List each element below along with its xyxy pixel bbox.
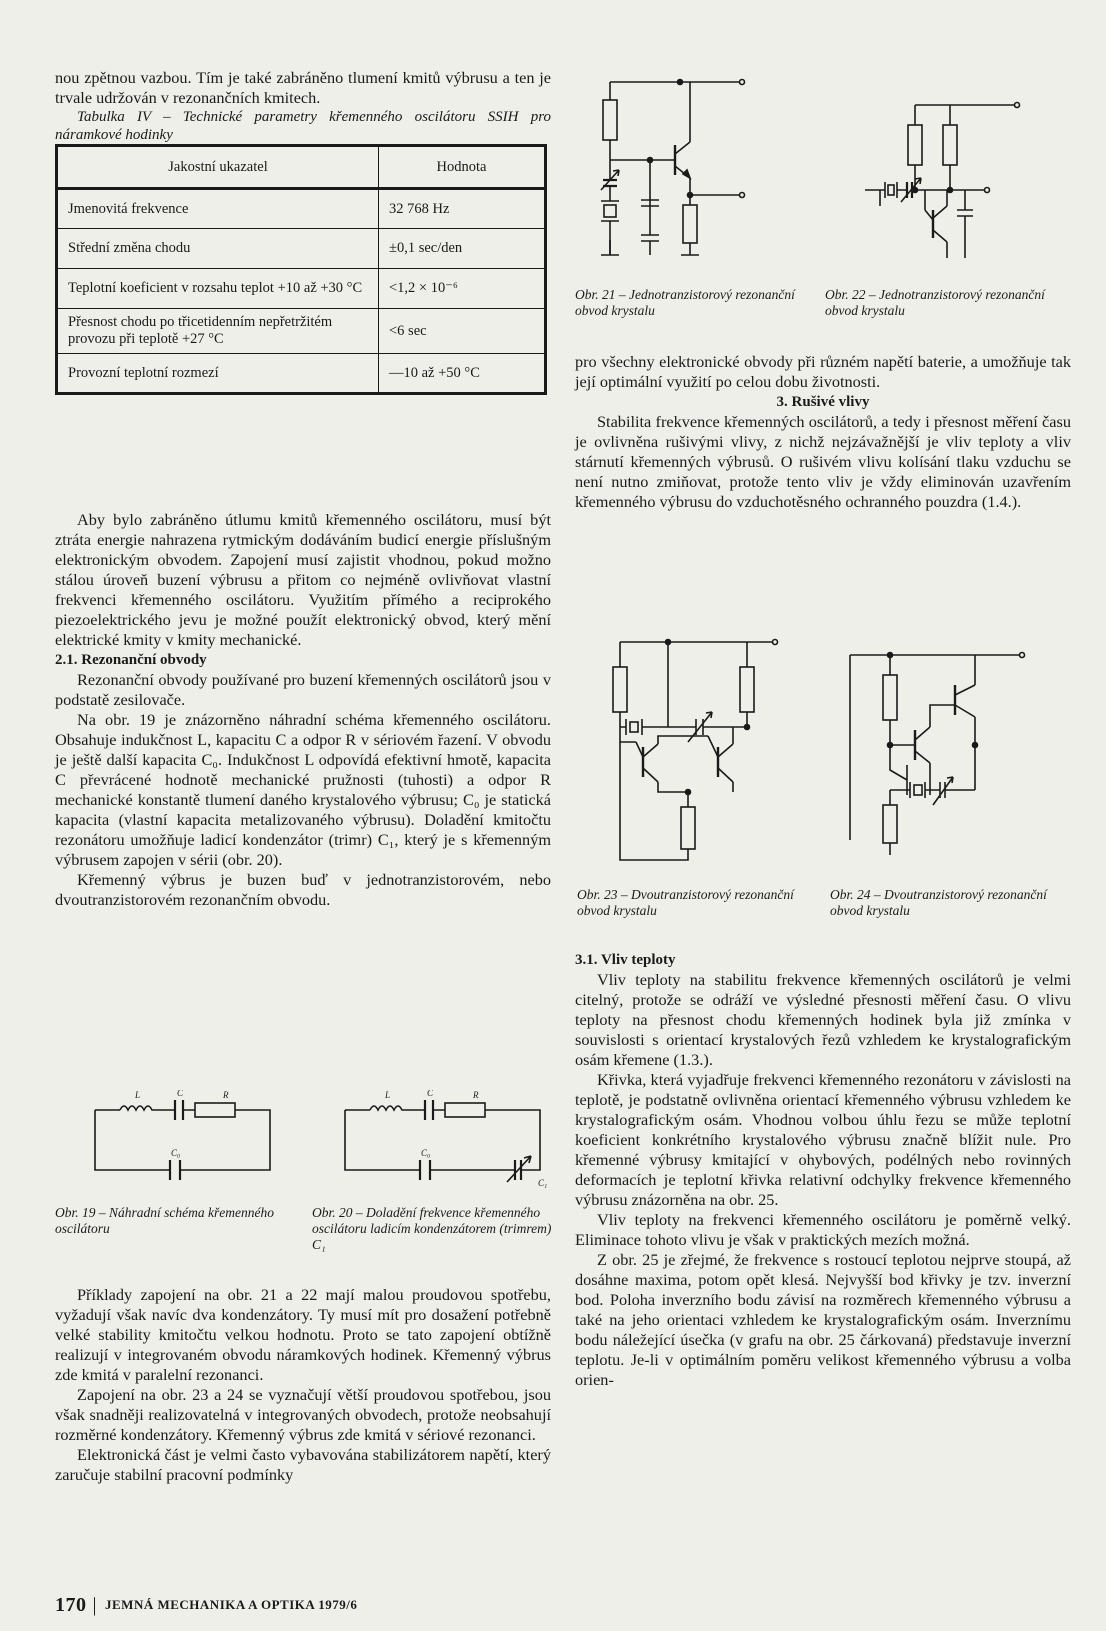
label-C0: C₀: [421, 1148, 431, 1158]
figure-22-caption: Obr. 22 – Jednotranzistorový rezonanční obvod krystalu: [825, 287, 1045, 318]
section-heading-2-1: 2.1. Rezonanční obvody: [55, 652, 207, 668]
label-L: L: [135, 1090, 141, 1100]
table-cell-value: —10 až +50 °C: [379, 354, 546, 394]
table-cell-param: Teplotní koeficient v rozsahu teplot +10 až +30 °C: [57, 269, 379, 309]
table-cell-param: Střední změna chodu: [57, 229, 379, 269]
figure-23-caption: Obr. 23 – Dvoutranzistorový rezonanční obvod krystalu: [577, 887, 794, 918]
figure-24-schematic: [845, 645, 1035, 865]
table-row: [57, 269, 546, 309]
page-footer: 170 | JEMNÁ MECHANIKA A OPTIKA 1979/6: [55, 1594, 358, 1616]
table-cell-value: <6 sec: [379, 309, 546, 354]
body-paragraph: Křivka, která vyjadřuje frekvenci křemenného rezonátoru v závislosti na teplotě, je podstatně ovlivněna orientací křemenného výbrusu vzhledem ke krystalografickým osám. Vhodnou volbou úhlu řezu se může teplotní koeficient konkrétního krystalového výbrusu značně blížit nule. Pro křemenné výbrusy kmitající v ohybových, podélných nebo rovinných deformacích je teplotní křivka relativní odchylky frekvence křemenného výbrusu znázorněna na obr. 25.: [575, 1070, 1071, 1209]
right-column-top: [575, 352, 1071, 512]
figure-20-schematic: [335, 1090, 560, 1190]
figure-21-caption: Obr. 21 – Jednotranzistorový rezonanční obvod krystalu: [575, 287, 795, 318]
body-paragraph: Zapojení na obr. 23 a 24 se vyznačují větší proudovou spotřebou, jsou však snadněji realizovatelná v integrovaných obvodech, protože neobsahují rozměrné kondenzátory. Křemenný výbrus zde kmitá v sériové rezonanci.: [55, 1385, 551, 1444]
intro-paragraph: nou zpětnou vazbou. Tím je také zabráněno tlumení kmitů výbrusu a ten je trvale udržován v rezonančních kmitech.: [55, 68, 551, 107]
table-header-param: Jakostní ukazatel: [57, 146, 379, 189]
label-C1: C₁: [538, 1178, 548, 1188]
table-cell-value: ±0,1 sec/den: [379, 229, 546, 269]
body-paragraph: Křemenný výbrus je buzen buď v jednotranzistorovém, nebo dvoutranzistorovém rezonančním obvodu.: [55, 870, 551, 909]
body-paragraph: Stabilita frekvence křemenných oscilátorů, a tedy i přesnost měření času je ovlivněna rušivými vlivy, z nichž nejzávažnější je vliv teploty a vliv stárnutí křemenných výbrusů. O rušivém vlivu kolísání tlaku vzduchu se není nutno zmiňovat, protože tento vliv je vždy eliminován uzavřením křemenného výbrusu do vzduchotěsného ochranného pouzdra (1.4.).: [575, 412, 1071, 511]
table-cell-value: <1,2 × 10⁻⁶: [379, 269, 546, 309]
section-heading-3-1: 3.1. Vliv teploty: [575, 952, 676, 968]
label-C: C: [427, 1090, 434, 1098]
table-header-value: Hodnota: [379, 146, 546, 189]
figure-23-schematic: [608, 632, 798, 867]
left-column-top: [55, 68, 551, 395]
figure-19-schematic: [85, 1090, 285, 1190]
table-cell-param: Provozní teplotní rozmezí: [57, 354, 379, 394]
journal-name: JEMNÁ MECHANIKA A OPTIKA 1979/6: [105, 1597, 358, 1612]
figure-24-caption: Obr. 24 – Dvoutranzistorový rezonanční obvod krystalu: [830, 887, 1047, 918]
label-R: R: [223, 1090, 229, 1100]
body-paragraph: Vliv teploty na frekvenci křemenného oscilátoru je poměrně velký. Eliminace tohoto vlivu je však v praktických mezích možná.: [575, 1210, 1071, 1249]
table-row: [57, 354, 546, 394]
right-column-bottom: [575, 950, 1071, 1390]
figure-19-caption: Obr. 19 – Náhradní schéma křemenného oscilátoru: [55, 1205, 274, 1236]
label-C: C: [177, 1090, 184, 1098]
label-R: R: [473, 1090, 479, 1100]
table-cell-value: 32 768 Hz: [379, 189, 546, 229]
body-paragraph: Z obr. 25 je zřejmé, že frekvence s rostoucí teplotou nejprve stoupá, až dosáhne maxima, potom opět klesá. Nejvyšší bod křivky je tzv. inverzní bod. Poloha inverzního bodu závisí na rozměrech křemenného výbrusu a také na jeho orientaci vzhledem ke krystalografickým osám. Inverznímu bodu náležející úsečka (v grafu na obr. 25 čárkovaná) představuje inverzní teplotu. Je-li v optimálním poměru velikost křemenného výbrusu a volba orien-: [575, 1250, 1071, 1389]
spec-table: [55, 144, 547, 395]
body-paragraph: Rezonanční obvody používané pro buzení křemenných oscilátorů jsou v podstatě zesilovače.: [55, 670, 551, 709]
body-paragraph: Vliv teploty na stabilitu frekvence křemenných oscilátorů je velmi citelný, protože se odráží ve výsledné přesnosti měření času. O vlivu teploty na přesnost chodu křemenných hodinek byla již zmínka v souvislosti s orientací krystalových řezů vzhledem ke krystalografickým osám křemene (1.3.).: [575, 970, 1071, 1069]
body-paragraph: Příklady zapojení na obr. 21 a 22 mají malou proudovou spotřebu, vyžadují však navíc dva kondenzátory. Ty musí mít pro dosažení potřebně velké stability kmitočtu velkou hodnotu. Proto se tato zapojení obtížně realizují v integrovaném obvodu náramkových hodinek. Křemenný výbrus zde kmitá v paralelní rezonanci.: [55, 1285, 551, 1384]
body-paragraph: Aby bylo zabráněno útlumu kmitů křemenného oscilátoru, musí být ztráta energie nahrazena rytmickým dodáváním budicí energie příslušným elektronickým obvodem. Zapojení musí zajistit vhodnou, pokud možno stálou úroveň buzení výbrusu a přitom co nejméně ovlivňovat vlastní frekvenci křemenného oscilátoru. Využitím přímého a reciprokého piezoelektrického jevu je možné použít elektronický obvod, který mění elektrické kmity v kmity mechanické.: [55, 510, 551, 649]
page-number: 170: [55, 1594, 87, 1616]
label-L: L: [385, 1090, 391, 1100]
body-paragraph: Na obr. 19 je znázorněno náhradní schéma křemenného oscilátoru. Obsahuje indukčnost L, kapacitu C a odpor R v sériovém řazení. V obvodu je ještě další kapacita C₀. Indukčnost L odpovídá efektivní hmotě, kapacita C převrácené hodnotě mechanické pružnosti (tuhosti) a odpor R mechanické konstantě tlumení daného krystalového výbrusu; C₀ je statická kapacita (vlastní kapacita metalizovaného výbrusu). Doladění kmitočtu rezonátoru umožňuje ladicí kondenzátor (trimr) C₁, který je s křemenným výbrusem zapojen v sérii (obr. 20).: [55, 710, 551, 869]
body-paragraph: pro všechny elektronické obvody při různém napětí baterie, a umožňuje tak její optimální využití po celou dobu životnosti.: [575, 352, 1071, 391]
table-row: [57, 309, 546, 354]
left-column-bottom: [55, 1285, 551, 1485]
table-caption: Tabulka IV – Technické parametry křemenného oscilátoru SSIH pro náramkové hodinky: [55, 109, 551, 143]
figure-21-schematic: [595, 70, 765, 265]
body-paragraph: Elektronická část je velmi často vybavována stabilizátorem napětí, který zaručuje stabilní pracovní podmínky: [55, 1445, 551, 1484]
figure-22-schematic: [865, 90, 1055, 270]
label-C0: C₀: [171, 1148, 181, 1158]
table-row: [57, 189, 546, 229]
table-cell-param: Přesnost chodu po třicetidenním nepřetržitém provozu při teplotě +27 °C: [57, 309, 379, 354]
figure-20-caption: Obr. 20 – Doladění frekvence křemenného oscilátoru ladicím kondenzátorem (trimrem) C₁: [312, 1205, 552, 1252]
table-row: [57, 229, 546, 269]
left-column-middle: [55, 510, 551, 910]
table-cell-param: Jmenovitá frekvence: [57, 189, 379, 229]
section-heading-3: 3. Rušivé vlivy: [776, 394, 870, 410]
